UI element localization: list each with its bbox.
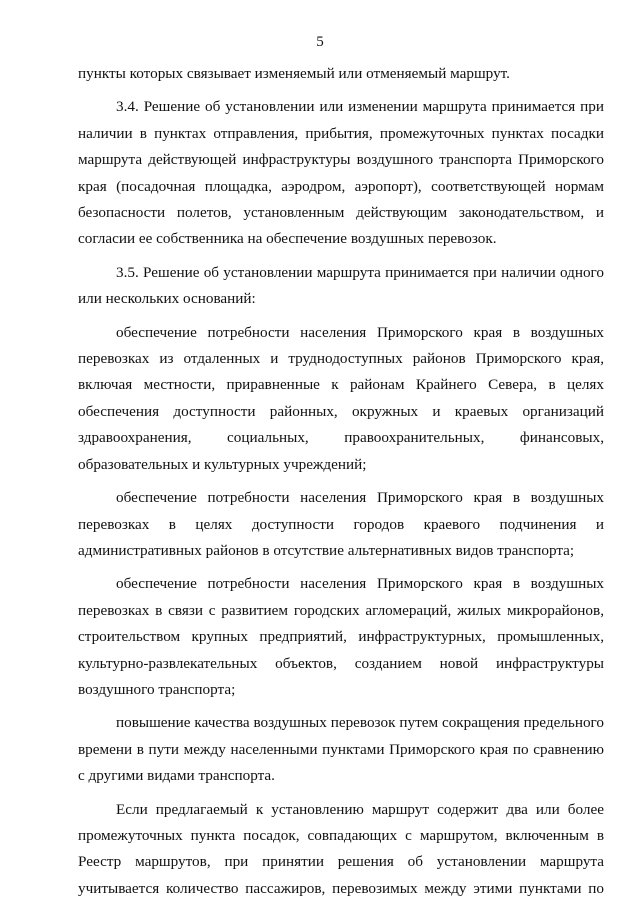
paragraph-intermediate-points: Если предлагаемый к установлению маршрут содержит два или более промежуточных пункта посадок, совпадающих с маршрутом, включенным в Реестр маршрутов, при принятии решения об установлении маршрута учитывается количество пассажиров, перевозимых между этими пунктами по: [78, 800, 604, 897]
list-item-cities-access: обеспечение потребности населения Приморского края в воздушных перевозках в целях доступности городов краевого подчинения и административных районов в отсутствие альтернативных видов транспорта;: [78, 489, 604, 559]
page-number: 5: [316, 34, 324, 50]
paragraph-3-4: 3.4. Решение об установлении или изменении маршрута принимается при наличии в пунктах отправления, прибытия, промежуточных пунктах посадки маршрута действующей инфраструктуры воздушного транспорта Приморского края (посадочная площадка, аэродром, аэропорт), соответствующей нормам безопасности полетов, установленным действующим законодательством, и согласии ее собственника на обеспечение воздушных перевозок.: [78, 98, 604, 248]
document-body: [78, 61, 604, 902]
paragraph-continuation: пункты которых связывает изменяемый или отменяемый маршрут.: [78, 65, 510, 82]
paragraph-3-5: 3.5. Решение об установлении маршрута принимается при наличии одного или нескольких оснований:: [78, 263, 604, 308]
list-item-agglomerations: обеспечение потребности населения Приморского края в воздушных перевозках в связи с развитием городских агломераций, жилых микрорайонов, строительством крупных предприятий, инфраструктурных, промышленных, культурно-развлекательных объектов, созданием новой инфраструктуры воздушного транспорта;: [78, 575, 604, 698]
list-item-remote-areas: обеспечение потребности населения Приморского края в воздушных перевозках из отдаленных и труднодоступных районов Приморского края, включая местности, приравненные к районам Крайнего Севера, в целях обеспечения доступности районных, окружных и краевых организаций здравоохранения, социальных, правоохранительных, финансовых, образовательных и культурных учреждений;: [78, 323, 604, 473]
list-item-travel-time: повышение качества воздушных перевозок путем сокращения предельного времени в пути между населенными пунктами Приморского края по сравнению с другими видами транспорта.: [78, 714, 604, 785]
